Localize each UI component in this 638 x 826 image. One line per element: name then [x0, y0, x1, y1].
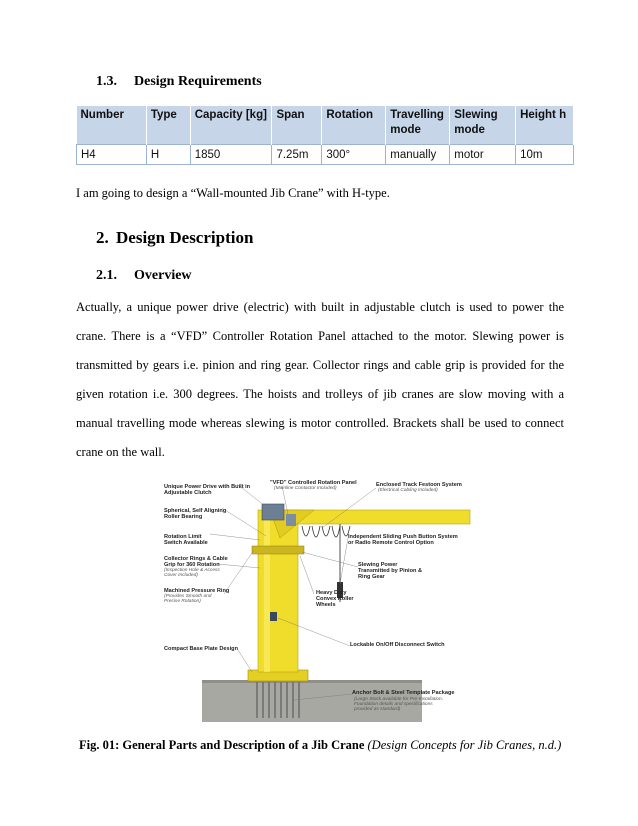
section-title: Overview	[134, 268, 192, 283]
label-anchor-sub-3: provided as standard)	[354, 707, 401, 712]
table-cell: manually	[386, 145, 450, 165]
table-cell: 1850	[190, 145, 272, 165]
label-collector-sub-2: Cover Included)	[164, 573, 198, 578]
label-collector-2: Grip for 360 Rotation	[164, 562, 220, 568]
section-number: 1.3.	[96, 74, 117, 89]
label-heavy-2: Convex Roller	[316, 596, 354, 602]
table-header-row	[77, 106, 574, 145]
label-anchor-sub-2: Foundation details and specifications	[354, 702, 433, 707]
table-cell: 10m	[516, 145, 574, 165]
paragraph-line: given rotation i.e. 300 degrees. The hoists and trolleys of jib cranes are slow moving with a	[76, 387, 564, 401]
label-unique-power-2: Adjustable Clutch	[164, 490, 212, 496]
caption-title: Fig. 01: General Parts and Description of a Jib Crane	[79, 738, 365, 752]
intro-text: I am going to design a “Wall-mounted Jib Crane” with H-type.	[76, 186, 390, 200]
label-push-button: Independent Sliding Push Button System	[348, 534, 458, 540]
table-cell: 7.25m	[272, 145, 322, 165]
table-header-cell: Slewing mode	[450, 106, 516, 145]
pressure-ring	[252, 546, 304, 554]
table-cell: motor	[450, 145, 516, 165]
table-header-cell: Rotation	[322, 106, 386, 145]
caption-citation: (Design Concepts for Jib Cranes, n.d.)	[364, 738, 562, 752]
label-vfd-sub: (Mainline Contactor Included)	[274, 486, 337, 491]
label-machined-sub: (Provides Smooth and	[164, 594, 212, 599]
label-anchor: Anchor Bolt & Steel Template Package	[352, 690, 455, 696]
section-title: Design Description	[116, 228, 254, 247]
label-collector-sub: (Inspection Hole & Access	[164, 568, 220, 573]
table-header-cell: Travelling mode	[386, 106, 450, 145]
label-lockable: Lockable On/Off Disconnect Switch	[350, 642, 445, 648]
ground-line	[202, 680, 422, 683]
section-1-3-heading	[96, 74, 262, 90]
paragraph-line: crane. There is a “VFD” Controller Rotation Panel attached to the motor. Slewing power is	[76, 329, 564, 343]
label-collector: Collector Rings & Cable	[164, 556, 228, 562]
jib-crane-figure	[162, 474, 474, 722]
label-base: Compact Base Plate Design	[164, 646, 238, 652]
label-machined: Machined Pressure Ring	[164, 588, 230, 594]
paragraph-line: crane on the wall.	[76, 445, 165, 459]
label-heavy-3: Wheels	[316, 602, 336, 608]
table-header-cell: Type	[146, 106, 190, 145]
table-header-cell: Number	[77, 106, 147, 145]
paragraph-line: manual travelling mode whereas slewing is motor controlled. Brackets shall be used to connect	[76, 416, 564, 430]
table-header-cell: Span	[272, 106, 322, 145]
label-push-button-2: or Radio Remote Control Option	[348, 540, 434, 546]
label-machined-sub-2: Precise Rotation)	[164, 599, 201, 604]
label-slewing-2: Transmitted by Pinion &	[358, 568, 423, 574]
label-rotation-limit-2: Switch Available	[164, 540, 208, 546]
figure-caption	[79, 738, 561, 753]
label-anchor-sub: (Large Stock available for Pre-Installation.	[354, 697, 444, 702]
section-2-heading	[96, 228, 253, 248]
overview-paragraph	[76, 293, 564, 467]
label-spherical-2: Roller Bearing	[164, 514, 203, 520]
table-row	[77, 145, 574, 165]
table-cell: H	[146, 145, 190, 165]
column-highlight	[264, 510, 270, 672]
label-spherical: Spherical, Self Aligning	[164, 508, 227, 514]
section-title: Design Requirements	[134, 74, 262, 89]
section-number: 2.	[96, 228, 109, 247]
paragraph-line: transmitted by gears i.e. pinion and ring gear. Collector rings and cable grip is provided for the	[76, 358, 564, 372]
vfd-panel	[286, 514, 296, 526]
section-2-1-heading	[96, 268, 192, 284]
label-rotation-limit: Rotation Limit	[164, 534, 202, 540]
table-header-cell: Height h	[516, 106, 574, 145]
label-vfd: "VFD" Controlled Rotation Panel	[270, 480, 357, 486]
label-festoon: Enclosed Track Festoon System	[376, 482, 462, 488]
table-cell: H4	[77, 145, 147, 165]
table-header-cell: Capacity [kg]	[190, 106, 272, 145]
section-number: 2.1.	[96, 268, 117, 283]
label-slewing: Slewing Power	[358, 562, 398, 568]
label-unique-power: Unique Power Drive with Built in	[164, 484, 251, 490]
table-cell: 300°	[322, 145, 386, 165]
label-slewing-3: Ring Gear	[358, 574, 385, 580]
paragraph-line: Actually, a unique power drive (electric) with built in adjustable clutch is used to power the	[76, 300, 564, 314]
label-festoon-sub: (Electrical Cabling Included)	[378, 488, 438, 493]
power-drive	[262, 504, 284, 520]
design-requirements-table	[76, 106, 574, 165]
label-heavy: Heavy Duty	[316, 590, 347, 596]
disconnect-switch	[270, 612, 277, 621]
